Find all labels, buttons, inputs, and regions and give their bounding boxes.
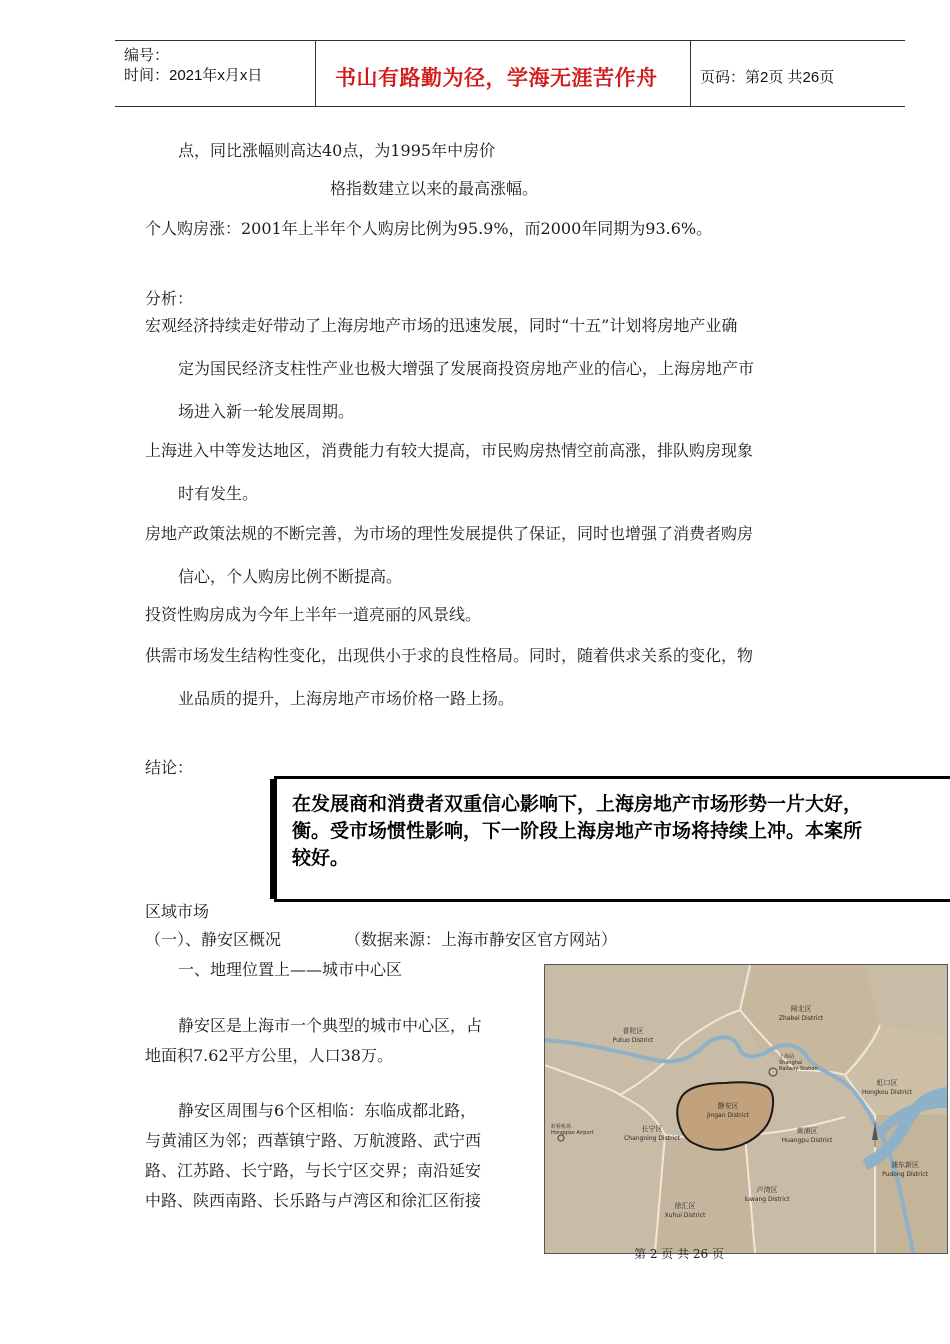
district-map [544,964,948,1254]
station-label-en2: Railway Station [779,1066,818,1072]
luwan-label: 卢湾区 [756,1186,778,1194]
analysis-paragraph: 时有发生。 [178,484,259,503]
section-title: （一）、静安区概况 [145,930,282,949]
analysis-heading: 分析： [145,289,194,308]
header-motto: 书山有路勤为径，学海无涯苦作舟 [335,66,658,90]
analysis-paragraph: 投资性购房成为今年上半年一道亮丽的风景线。 [145,605,482,624]
analysis-paragraph: 业品质的提升，上海房地产市场价格一路上扬。 [178,689,515,708]
header-divider-left [315,40,316,106]
changning-label-en: Changning District [624,1135,680,1142]
hongkou-label-en: Hongkou District [862,1089,912,1096]
zhabei-label: 闸北区 [790,1005,812,1013]
header-bottom-rule [115,106,905,107]
hongkou-label: 虹口区 [876,1079,898,1087]
analysis-paragraph: 定为国民经济支柱性产业也极大增强了发展商投资房地产业的信心，上海房地产市 [178,359,755,378]
district-map-svg [545,965,947,1253]
analysis-paragraph: 房地产政策法规的不断完善，为市场的理性发展提供了保证，同时也增强了消费者购房 [145,524,754,543]
putuo-label-en: Putuo District [612,1037,654,1044]
header-top-rule [115,40,905,41]
body-line: 地面积7.62平方公里，人口38万。 [145,1046,393,1065]
conclusion-text: 衡。受市场惯性影响，下一阶段上海房地产市场将持续上冲。本案所 [292,820,863,842]
body-line: 点，同比涨幅则高达40点，为1995年中房价 [178,141,496,160]
conclusion-text: 较好。 [292,847,350,869]
section-source: （数据来源：上海市静安区官方网站） [345,930,618,949]
analysis-paragraph: 信心，个人购房比例不断提高。 [178,567,403,586]
body-line: 路、江苏路、长宁路，与长宁区交界；南沿延安 [145,1161,482,1180]
body-line: 格指数建立以来的最高涨幅。 [330,179,539,198]
analysis-paragraph: 宏观经济持续走好带动了上海房地产市场的迅速发展，同时“十五”计划将房地产业确 [145,316,738,335]
region-heading: 区域市场 [145,902,210,921]
station-label: 上海站 [779,1054,795,1060]
conclusion-text: 在发展商和消费者双重信心影响下，上海房地产市场形势一片大好， [292,793,863,815]
page-indicator: 页码：第2页 共26页 [700,69,835,86]
putuo-label: 普陀区 [622,1027,644,1035]
airport-label-en: Hongqiao Airport [551,1130,594,1136]
huangpu-label-en: Huangpu District [781,1137,833,1144]
jingan-label: 静安区 [717,1102,739,1110]
pudong-label-en: Pudong District [882,1171,928,1178]
conclusion-heading: 结论： [145,758,194,777]
document-number-label: 编号： [124,47,170,64]
analysis-paragraph: 场进入新一轮发展周期。 [178,402,355,421]
huangpu-label: 黄浦区 [796,1127,818,1135]
xuhui-label-en: Xuhui District [664,1212,706,1219]
zhabei-label-en: Zhabei District [778,1015,824,1022]
body-line: 静安区周围与6个区相临：东临成都北路， [178,1101,477,1120]
jingan-label-en: Jingan District [707,1112,749,1119]
body-line: 个人购房涨：2001年上半年个人购房比例为95.9%，而2000年同期为93.6%。 [145,219,713,238]
sub-heading: 一、地理位置上——城市中心区 [178,960,403,979]
analysis-paragraph: 供需市场发生结构性变化，出现供小于求的良性格局。同时，随着供求关系的变化，物 [145,646,754,665]
airport-label: 虹桥机场 [551,1124,572,1130]
header-divider-right [690,40,691,106]
document-date: 时间：2021年x月x日 [124,67,263,84]
pudong-label: 浦东新区 [891,1161,919,1169]
xuhui-label: 徐汇区 [674,1202,696,1210]
station-label-en: Shanghai [779,1060,803,1066]
luwan-label-en: luwang District [744,1196,790,1203]
xuhui-area [655,1135,755,1253]
body-line: 中路、陕西南路、长乐路与卢湾区和徐汇区衔接 [145,1191,482,1210]
changning-label: 长宁区 [641,1125,663,1133]
body-line: 静安区是上海市一个典型的城市中心区，占 [178,1016,483,1035]
analysis-paragraph: 上海进入中等发达地区，消费能力有较大提高，市民购房热情空前高涨，排队购房现象 [145,441,754,460]
page-footer: 第 2 页 共 26 页 [634,1247,724,1261]
body-line: 与黄浦区为邻；西葦镇宁路、万航渡路、武宁西 [145,1131,482,1150]
